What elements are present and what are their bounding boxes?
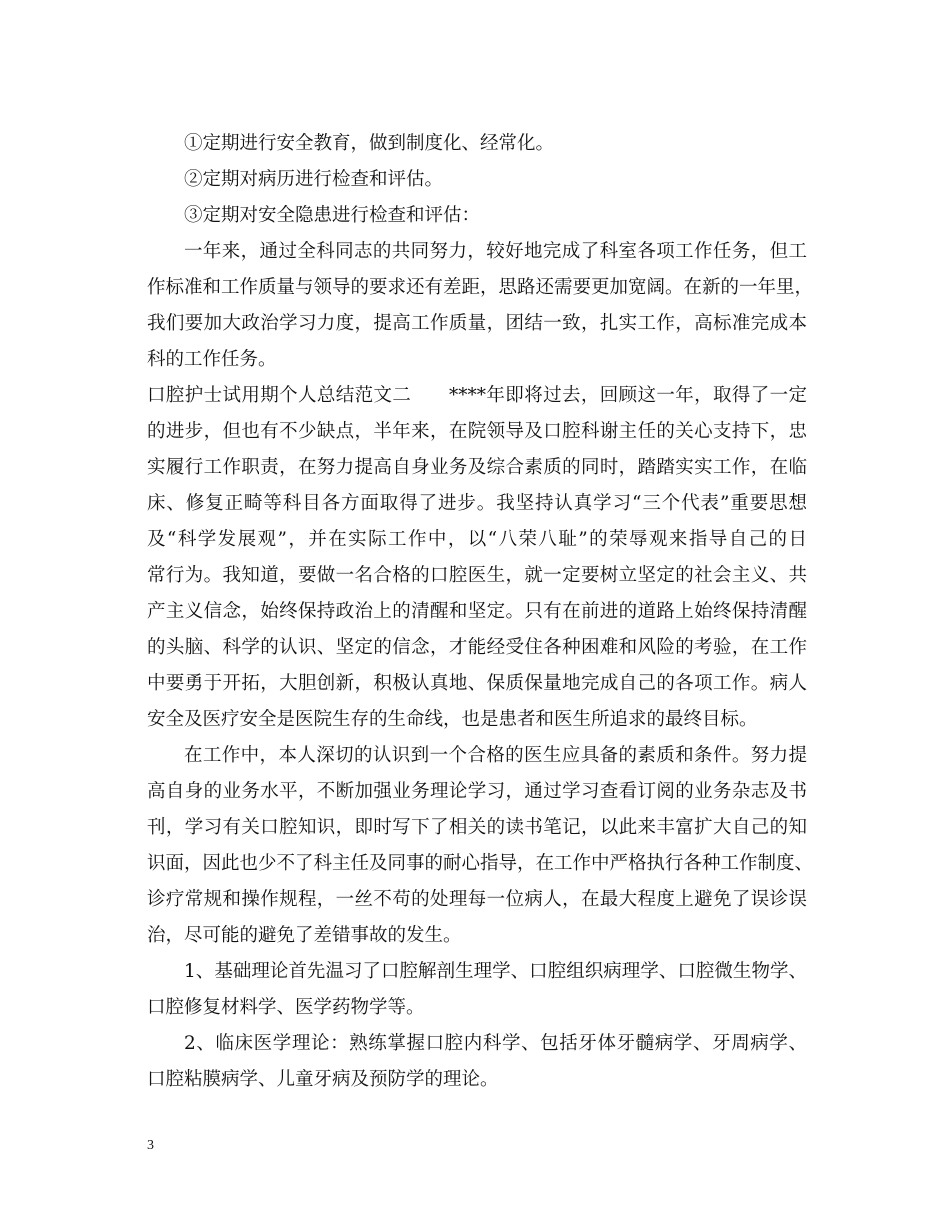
text-line: 识面，因此也少不了科主任及同事的耐心指导，在工作中严格执行各种工作制度、 <box>147 853 814 874</box>
text-line: 的头脑、科学的认识、坚定的信念，才能经受住各种困难和风险的考验，在工作 <box>147 637 807 658</box>
text-line: 高自身的业务水平，不断加强业务理论学习，通过学习查看订阅的业务杂志及书 <box>147 781 807 802</box>
text-line: 科的工作任务。 <box>147 349 277 370</box>
text-line: 的进步，但也有不少缺点，半年来，在院领导及口腔科谢主任的关心支持下，忠 <box>147 421 807 442</box>
text-line: 安全及医疗安全是医院生存的生命线，也是患者和医生所追求的最终目标。 <box>147 709 758 730</box>
text-line: 一年来，通过全科同志的共同努力，较好地完成了科室各项工作任务，但工 <box>184 241 807 262</box>
text-line: 作标准和工作质量与领导的要求还有差距，思路还需要更加宽阔。在新的一年里， <box>147 277 814 298</box>
text-line: ②定期对病历进行检查和评估。 <box>184 169 444 190</box>
text-line: 刊，学习有关口腔知识，即时写下了相关的读书笔记，以此来丰富扩大自己的知 <box>147 817 807 838</box>
text-line: 中要勇于开拓，大胆创新，积极认真地、保质保量地完成自己的各项工作。病人 <box>147 673 807 694</box>
text-line: 产主义信念，始终保持政治上的清醒和坚定。只有在前进的道路上始终保持清醒 <box>147 601 807 622</box>
list-item-line: 口腔粘膜病学、儿童牙病及预防学的理论。 <box>147 1069 499 1090</box>
text-line: 我们要加大政治学习力度，提高工作质量，团结一致，扎实工作，高标准完成本 <box>147 313 807 334</box>
text-line: ①定期进行安全教育，做到制度化、经常化。 <box>184 133 555 154</box>
list-item-line: 口腔修复材料学、医学药物学等。 <box>147 997 425 1018</box>
document-body <box>147 126 814 1098</box>
list-item-line: 1、基础理论首先温习了口腔解剖生理学、口腔组织病理学、口腔微生物学、 <box>184 961 807 982</box>
text-line: 床、修复正畸等科目各方面取得了进步。我坚持认真学习“三个代表”重要思想 <box>147 493 807 514</box>
list-item-line: 2、临床医学理论：熟练掌握口腔内科学、包括牙体牙髓病学、牙周病学、 <box>184 1033 807 1054</box>
text-line: 及“科学发展观”，并在实际工作中，以“八荣八耻”的荣辱观来指导自己的日 <box>147 529 807 550</box>
text-line: 诊疗常规和操作规程，一丝不苟的处理每一位病人，在最大程度上避免了误诊误 <box>147 889 807 910</box>
section-heading-line: 口腔护士试用期个人总结范文二 ****年即将过去，回顾这一年，取得了一定 <box>147 385 807 406</box>
text-line: 实履行工作职责，在努力提高自身业务及综合素质的同时，踏踏实实工作，在临 <box>147 457 807 478</box>
text-line: ③定期对安全隐患进行检查和评估： <box>184 205 481 226</box>
page-number: 3 <box>147 1138 154 1153</box>
text-line: 常行为。我知道，要做一名合格的口腔医生，就一定要树立坚定的社会主义、共 <box>147 565 807 586</box>
text-line: 治，尽可能的避免了差错事故的发生。 <box>147 925 462 946</box>
text-line: 在工作中，本人深切的认识到一个合格的医生应具备的素质和条件。努力提 <box>184 745 807 766</box>
